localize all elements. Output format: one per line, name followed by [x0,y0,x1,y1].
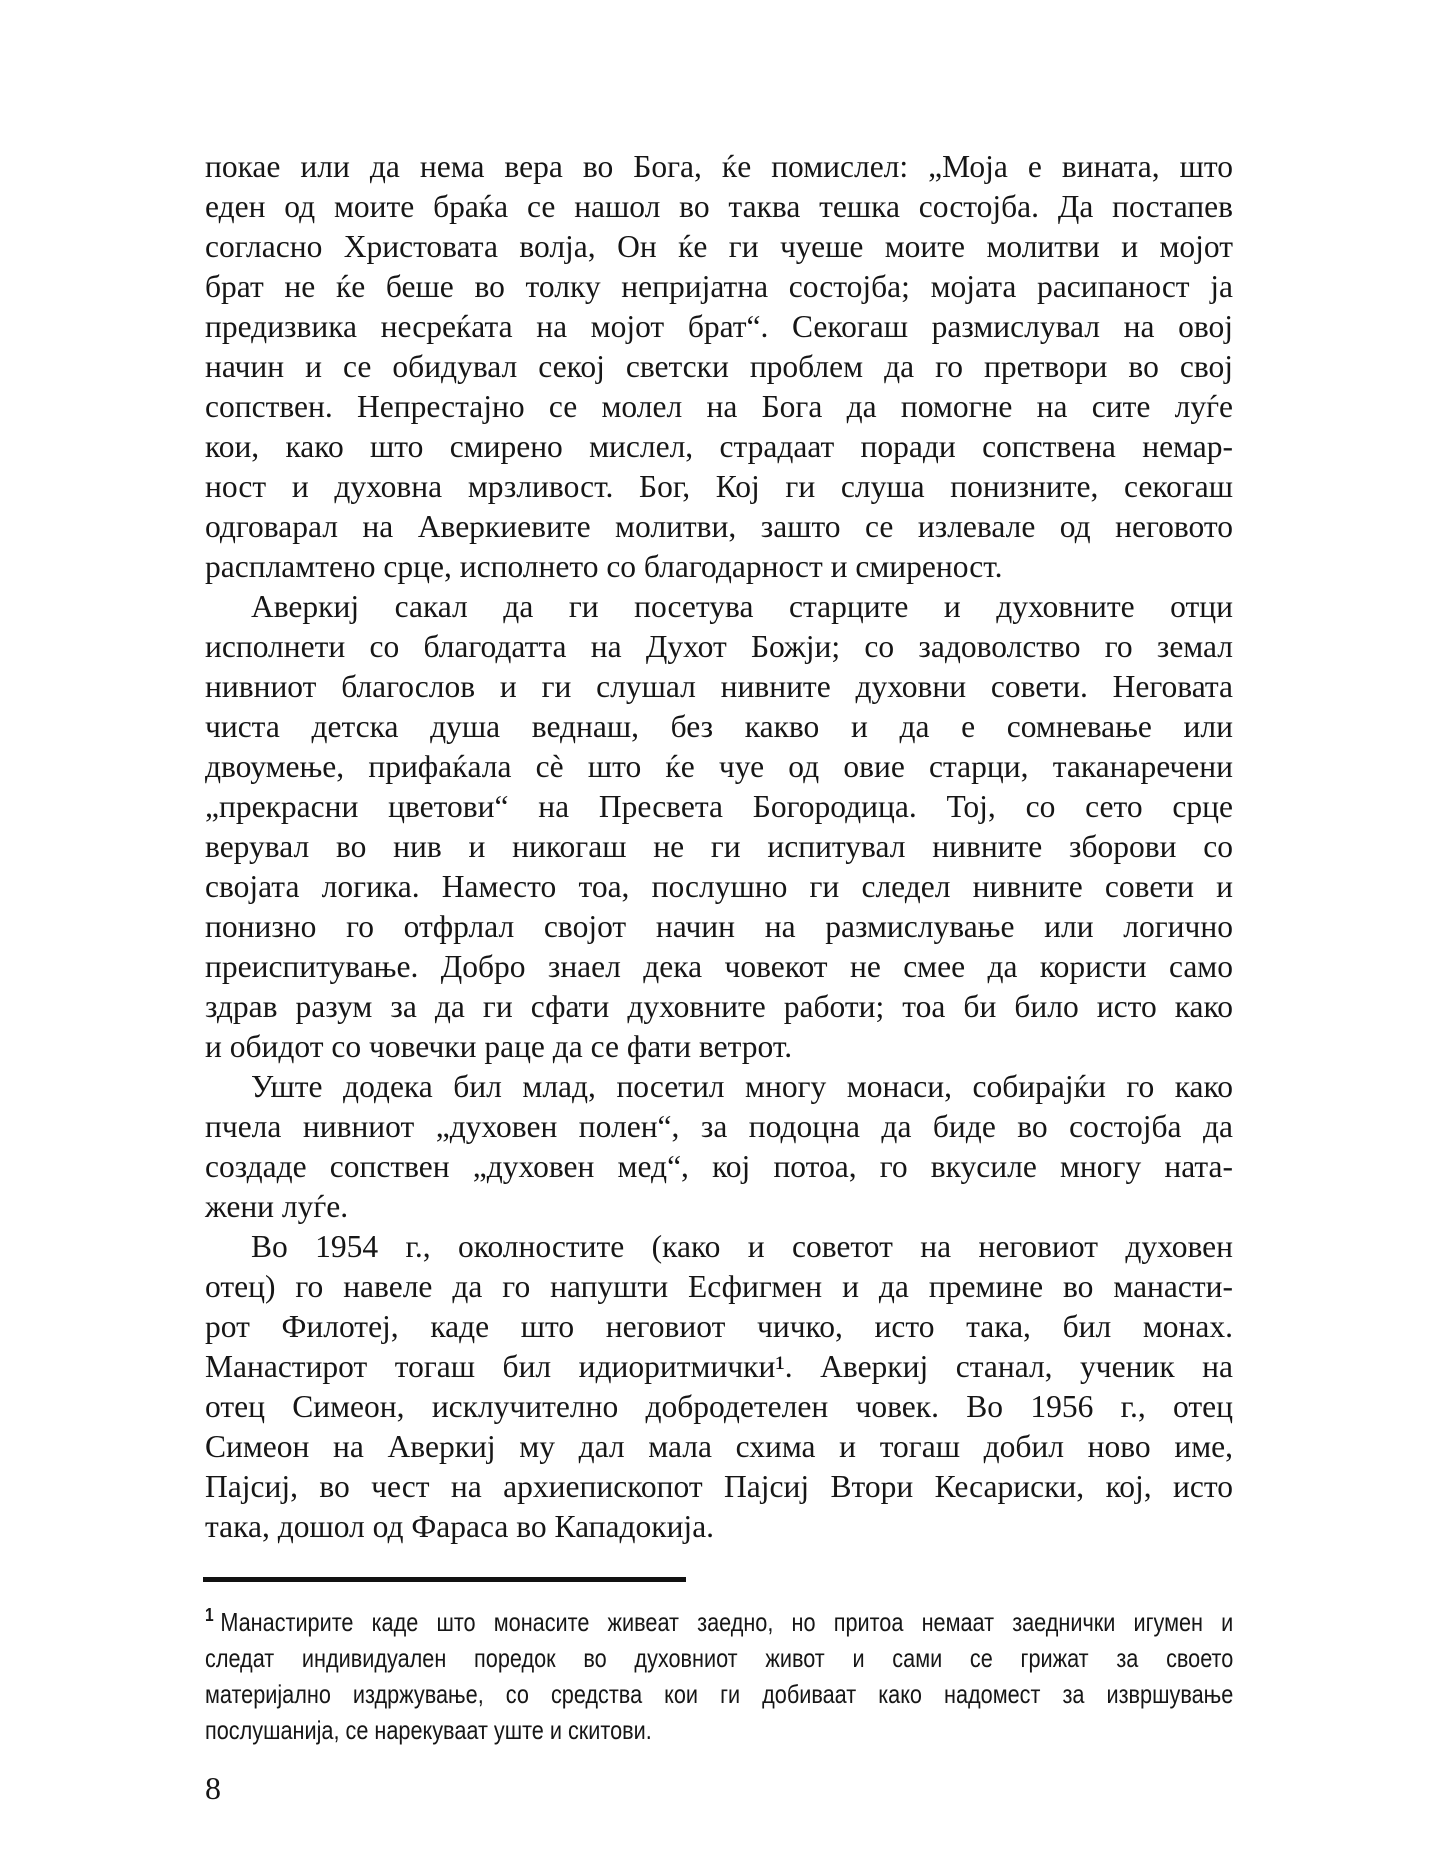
text-line: Пајсиј, во чест на архиепископот Пајсиј Втори Кесариски, кој, исто [205,1469,1233,1504]
footnote-line: $^1$ Манастирите каде што монасите живеат заедно, но притоа немаат заеднички игумен и [205,1604,1234,1637]
text-line: отец Симеон, исклучително добродетелен човек. Во 1956 г., отец [205,1389,1233,1424]
text-line: својата логика. Наместо тоа, послушно ги следел нивните совети и [205,869,1233,904]
text-line: Уште додека бил млад, посетил многу монаси, собирајќи го како [251,1069,1233,1104]
text-line: исполнети со благодатта на Духот Божји; со задоволство го земал [205,629,1233,664]
footnote-line: материјално издржување, со средства кои ги добиваат како надомест за извршување [205,1679,1234,1709]
footnote-line: послушанија, се нарекуваат уште и скитови. [205,1715,652,1745]
text-line: жени луѓе. [205,1189,349,1224]
text-line: и обидот со човечки раце да се фати ветрот. [205,1029,793,1064]
footnote-marker: 1 [205,1604,214,1626]
text-line: Аверкиј сакал да ги посетува старците и духовните отци [251,589,1233,624]
text-line: преиспитување. Добро знаел дека човекот не смее да користи само [205,949,1233,984]
text-line: Симеон на Аверкиј му дал мала схима и тогаш добил ново име, [205,1429,1233,1464]
text-line: предизвика несреќата на мојот брат“. Секогаш размислувал на овој [205,309,1233,344]
text-line: отец) го навеле да го напушти Есфигмен и да премине во манасти- [205,1269,1233,1304]
text-line: сопствен. Непрестајно се молел на Бога да помогне на сите луѓе [205,389,1233,424]
text-line: двоумење, прифаќала сѐ што ќе чуе од овие старци, таканаречени [205,749,1233,784]
text-line: верувал во нив и никогаш не ги испитувал нивните зборови со [205,829,1233,864]
text-line: одговарал на Аверкиевите молитви, зашто се излевале од неговото [205,509,1233,544]
text-line: „прекрасни цветови“ на Пресвета Богородица. Тој, со сето срце [205,789,1233,824]
text-line: ност и духовна мрзливост. Бог, Кој ги слуша понизните, секогаш [205,469,1233,504]
text-line: здрав разум за да ги сфати духовните работи; тоа би било исто како [205,989,1233,1024]
text-line: пчела нивниот „духовен полен“, за подоцна да биде во состојба да [205,1109,1233,1144]
text-line: кои, како што смирено мислел, страдаат поради сопствена немар- [205,429,1233,464]
text-line: чиста детска душа веднаш, без какво и да е сомневање или [205,709,1233,744]
text-line: така, дошол од Фараса во Кападокија. [205,1509,715,1544]
body-text [205,147,1233,1547]
text-line: понизно го отфрлал својот начин на размислување или логично [205,909,1233,944]
text-line: Манастирот тогаш бил идиоритмички¹. Аверкиј станал, ученик на [205,1349,1233,1384]
text-line: начин и се обидувал секој светски проблем да го претвори во свој [205,349,1233,384]
text-line: Во 1954 г., околностите (како и советот на неговиот духовен [251,1229,1233,1264]
text-line: распламтено срце, исполнето со благодарност и смиреност. [205,549,1003,584]
page-number: 8 [205,1770,221,1806]
text-line: согласно Христовата волја, Он ќе ги чуеше моите молитви и мојот [205,229,1233,264]
text-line: еден од моите браќа се нашол во таква тешка состојба. Да постапев [205,189,1233,224]
footnote [205,1604,1233,1748]
text-line: брат не ќе беше во толку непријатна состојба; мојата расипаност ја [205,269,1233,304]
text-line: покае или да нема вера во Бога, ќе помислел: „Моја е вината, што [205,149,1233,184]
text-line: рот Филотеј, каде што неговиот чичко, исто така, бил монах. [205,1309,1233,1344]
text-line: создаде сопствен „духовен мед“, кој потоа, го вкусиле многу ната- [205,1149,1233,1184]
text-line: нивниот благослов и ги слушал нивните духовни совети. Неговата [205,669,1233,704]
footnote-separator-line [203,1577,686,1582]
footnote-line: следат индивидуален поредок во духовниот живот и сами се грижат за своето [205,1643,1234,1673]
